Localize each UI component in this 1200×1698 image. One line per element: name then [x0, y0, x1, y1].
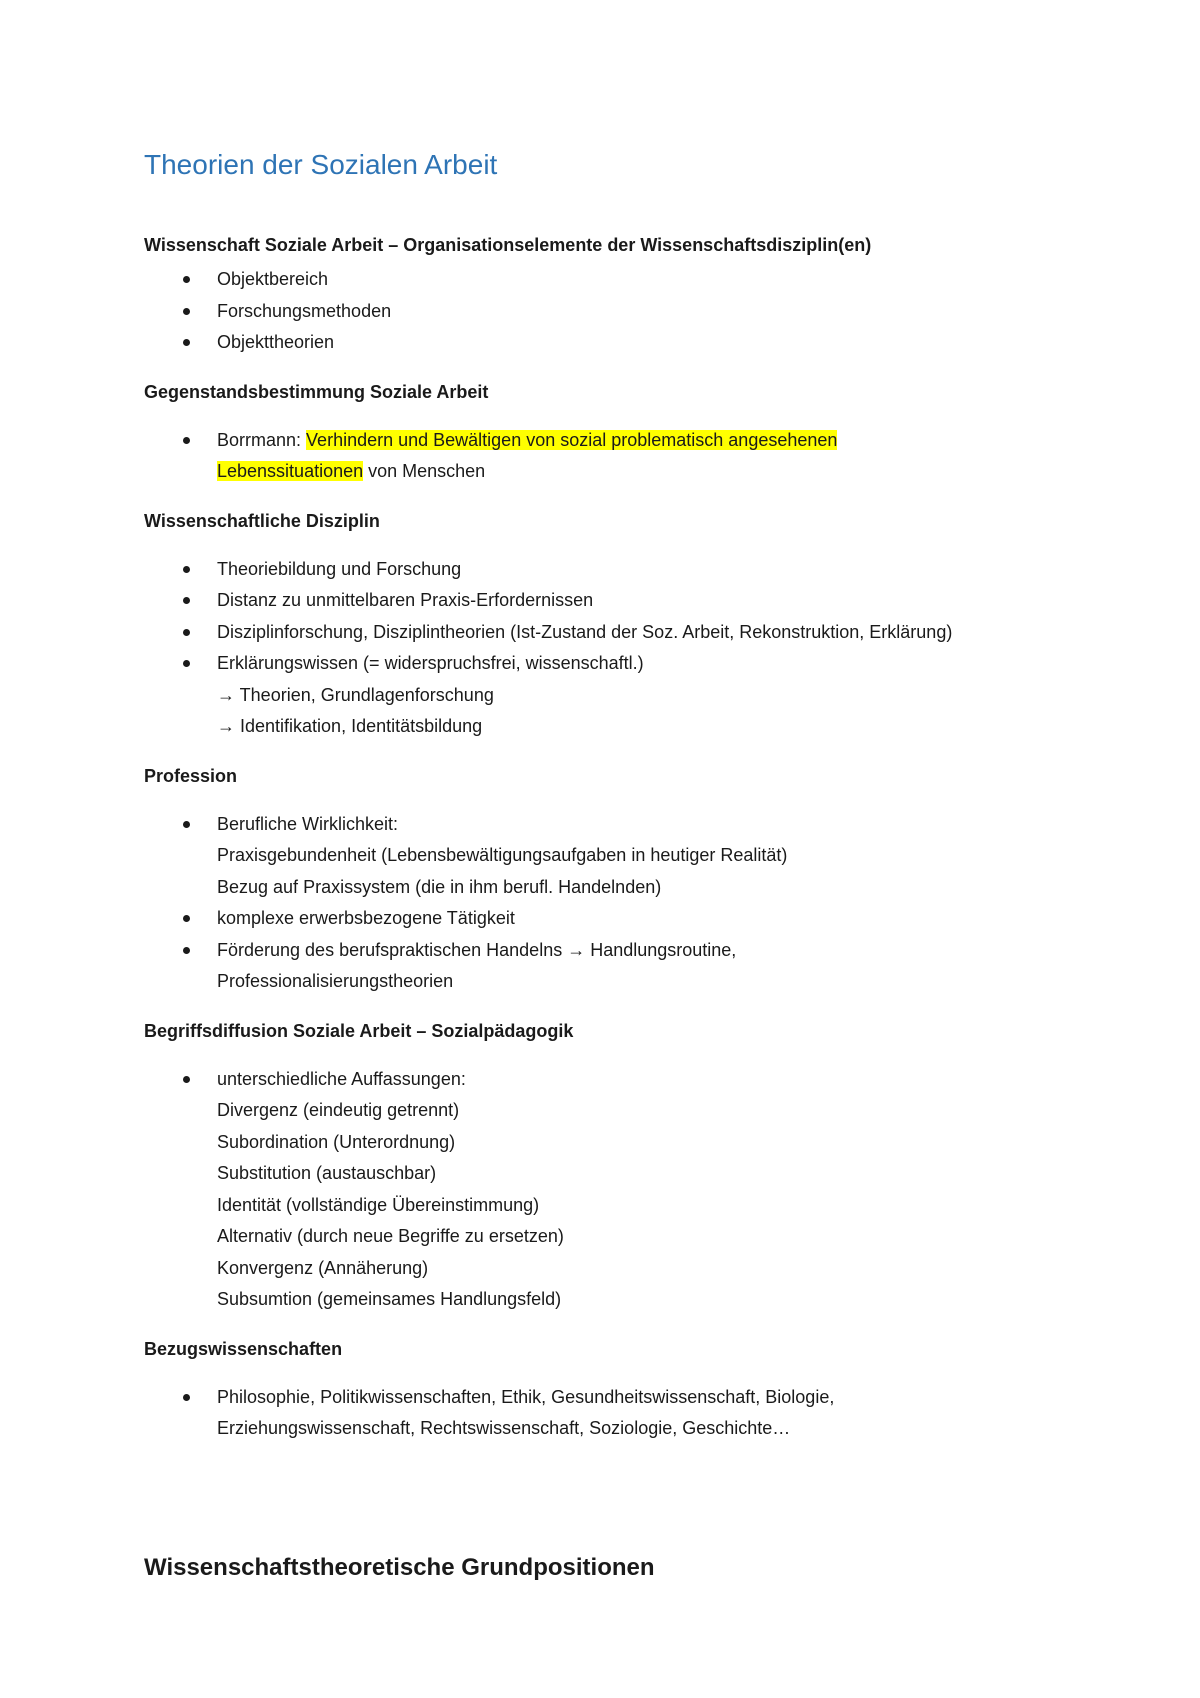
bullet-list	[144, 425, 1080, 488]
bullet-list	[144, 554, 1080, 743]
item-line: Professionalisierungstheorien	[217, 971, 454, 991]
section-heading: Wissenschaftliche Disziplin	[144, 510, 380, 531]
item-line: Divergenz (eindeutig getrennt)	[217, 1100, 460, 1120]
bullet-list	[144, 1382, 1080, 1445]
section-bezugswissenschaften	[144, 1336, 1080, 1445]
list-item	[217, 648, 1080, 743]
list-item	[217, 809, 1080, 904]
item-line: Förderung des berufspraktischen Handelns → Handlungsroutine,	[217, 939, 737, 960]
section-heading: Begriffsdiffusion Soziale Arbeit – Sozialpädagogik	[144, 1020, 574, 1041]
list-item	[217, 1064, 1080, 1316]
list-item: komplexe erwerbsbezogene Tätigkeit	[217, 903, 1080, 935]
item-line: Subordination (Unterordnung)	[217, 1131, 456, 1152]
list-item	[217, 1382, 1080, 1445]
list-item: Theoriebildung und Forschung	[217, 554, 1080, 586]
highlighted-text: Lebenssituationen	[217, 461, 364, 481]
list-item: Forschungsmethoden	[217, 296, 1080, 328]
item-line: Erklärungswissen (= widerspruchsfrei, wissenschaftl.)	[217, 653, 644, 673]
item-line: Identität (vollständige Übereinstimmung)	[217, 1194, 540, 1215]
bullet-list	[144, 1064, 1080, 1316]
list-item: Objekttheorien	[217, 327, 1080, 359]
section-profession	[144, 763, 1080, 998]
item-prefix: Borrmann:	[217, 429, 307, 450]
item-line	[217, 425, 1080, 457]
list-item	[217, 935, 1080, 998]
item-subline: → Identifikation, Identitätsbildung	[217, 716, 483, 736]
section-gegenstandsbestimmung	[144, 379, 1080, 488]
bullet-list	[144, 264, 1080, 359]
item-line: Praxisgebundenheit (Lebensbewältigungsaufgaben in heutiger Realität)	[217, 845, 788, 865]
item-suffix: von Menschen	[363, 461, 486, 481]
section-wissenschaftliche-disziplin	[144, 508, 1080, 743]
list-item: Distanz zu unmittelbaren Praxis-Erfordernissen	[217, 585, 1080, 617]
item-line: Bezug auf Praxissystem (die in ihm berufl. Handelnden)	[217, 876, 662, 897]
section-heading: Profession	[144, 765, 238, 786]
item-line	[217, 456, 1080, 488]
section-begriffsdiffusion	[144, 1018, 1080, 1316]
item-line: Substitution (austauschbar)	[217, 1163, 437, 1183]
section-heading: Gegenstandsbestimmung Soziale Arbeit	[144, 381, 489, 402]
next-section-heading: Wissenschaftstheoretische Grundpositionen	[144, 1554, 655, 1581]
highlighted-text: Verhindern und Bewältigen von sozial problematisch angesehenen	[306, 429, 838, 450]
list-item	[217, 425, 1080, 488]
item-subline: → Theorien, Grundlagenforschung	[217, 684, 494, 705]
item-line: Alternativ (durch neue Begriffe zu ersetzen)	[217, 1226, 564, 1246]
section-heading: Bezugswissenschaften	[144, 1338, 343, 1359]
list-item: Objektbereich	[217, 264, 1080, 296]
item-line: Subsumtion (gemeinsames Handlungsfeld)	[217, 1289, 562, 1309]
bullet-list	[144, 809, 1080, 998]
item-line: unterschiedliche Auffassungen:	[217, 1068, 466, 1089]
item-line: Erziehungswissenschaft, Rechtswissenschaft, Soziologie, Geschichte…	[217, 1418, 791, 1438]
section-organisationselemente	[144, 232, 1080, 359]
item-line: Philosophie, Politikwissenschaften, Ethik, Gesundheitswissenschaft, Biologie,	[217, 1386, 835, 1407]
item-line: Berufliche Wirklichkeit:	[217, 813, 399, 834]
item-line: Konvergenz (Annäherung)	[217, 1257, 429, 1278]
document-title: Theorien der Sozialen Arbeit	[144, 149, 498, 180]
list-item: Disziplinforschung, Disziplintheorien (Ist-Zustand der Soz. Arbeit, Rekonstruktion, Erklärung)	[217, 617, 1080, 649]
section-heading: Wissenschaft Soziale Arbeit – Organisationselemente der Wissenschaftsdisziplin(en)	[144, 235, 872, 255]
